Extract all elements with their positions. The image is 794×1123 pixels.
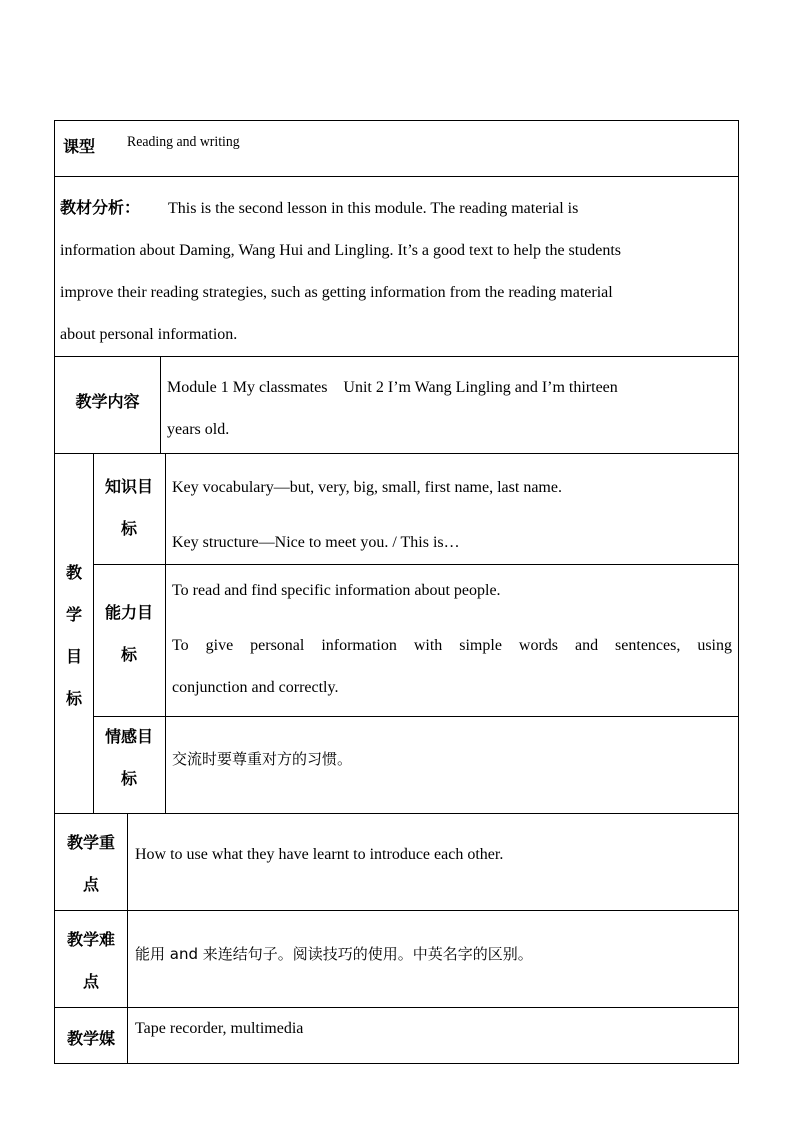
- material-analysis-row: [54, 177, 739, 357]
- knowledge-goal-text: Key vocabulary—but, very, big, small, first name, last name. Key structure—Nice to meet you. / This is…: [172, 479, 562, 551]
- teaching-goals-row: [54, 454, 739, 814]
- teaching-media-label: 教学媒: [66, 1029, 115, 1048]
- teaching-media-row: [54, 1008, 739, 1064]
- knowledge-goal-label: 知识目 标: [104, 477, 153, 538]
- ability-goal-text: To read and find specific information about people. To give personal information with simple words and sentences, using conjunction and correctly.: [172, 582, 732, 696]
- teaching-content-text: Module 1 My classmates Unit 2 I’m Wang Lingling and I’m thirteen years old.: [167, 379, 618, 438]
- course-type-label: 课型: [63, 137, 96, 156]
- key-points-row: [54, 814, 739, 911]
- key-points-text: How to use what they have learnt to introduce each other.: [135, 846, 504, 863]
- material-analysis-text: 教材分析： This is the second lesson in this module. The reading material is information about Daming, Wang Hui and Lingling. It’s a good text to help the students improve their reading strategies, such as getting information from the reading material about personal information.: [60, 198, 621, 343]
- difficult-points-row: [54, 911, 739, 1008]
- course-type-value: Reading and writing: [127, 134, 240, 150]
- emotion-goal-label: 情感目 标: [104, 727, 153, 788]
- difficult-points-text: 能用 and 来连结句子。阅读技巧的使用。中英名字的区别。: [135, 945, 533, 963]
- teaching-media-text: Tape recorder, multimedia: [135, 1020, 304, 1037]
- teaching-goals-label: 教 学 目 标: [65, 563, 82, 708]
- teaching-content-label: 教学内容: [75, 392, 140, 411]
- key-points-label: 教学重 点: [66, 833, 115, 894]
- teaching-content-row: [54, 357, 739, 454]
- course-type-row: [54, 120, 739, 177]
- difficult-points-label: 教学难 点: [66, 930, 115, 991]
- material-analysis-label: 教材分析：: [60, 198, 141, 217]
- ability-goal-label: 能力目 标: [104, 603, 153, 664]
- emotion-goal-text: 交流时要尊重对方的习惯。: [172, 750, 353, 768]
